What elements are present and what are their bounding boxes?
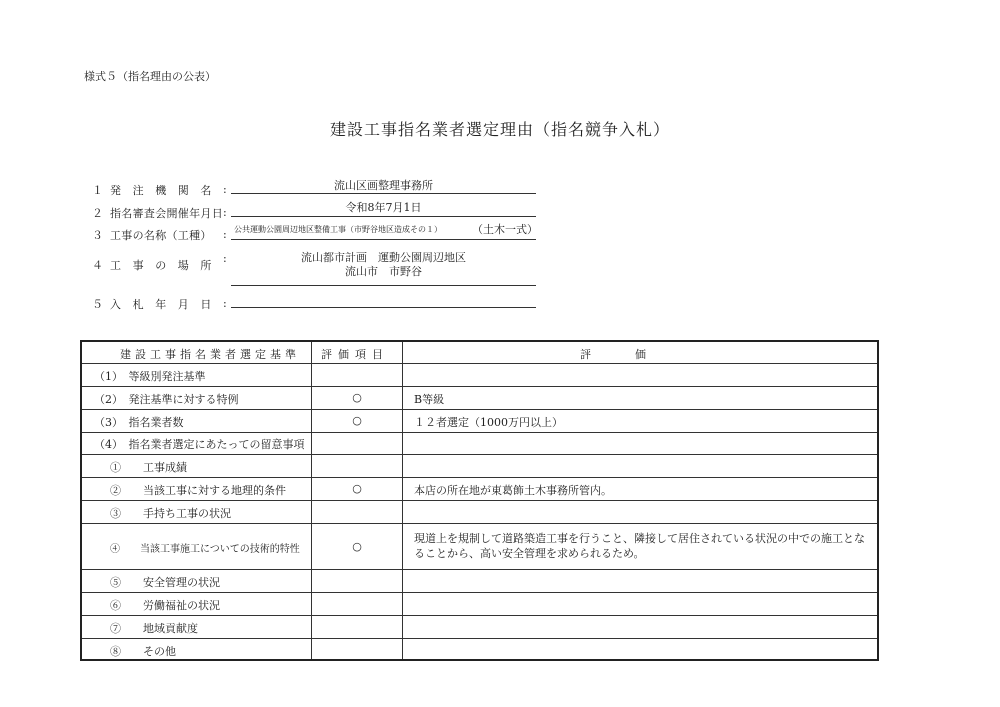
table-row-divider xyxy=(82,363,877,364)
criteria-cell: （4） 指名業者選定にあたっての留意事項 xyxy=(94,438,305,451)
field-5-label: 入 札 年 月 日 xyxy=(110,298,212,311)
field-1-label: 発 注 機 関 名 xyxy=(110,184,212,197)
field-4-label: 工 事 の 場 所 xyxy=(110,259,212,272)
table-row-divider xyxy=(82,432,877,433)
criteria-cell: ② 当該工事に対する地理的条件 xyxy=(110,484,286,497)
criteria-cell: ③ 手持ち工事の状況 xyxy=(110,507,231,520)
field-5-colon: : xyxy=(223,297,227,310)
header-evaluation: 評 価 xyxy=(580,348,646,361)
criteria-cell: ① 工事成績 xyxy=(110,461,187,474)
criteria-cell: （2） 発注基準に対する特例 xyxy=(94,393,239,406)
table-row-divider xyxy=(82,523,877,524)
table-row-divider xyxy=(82,386,877,387)
field-3-number: ３ xyxy=(92,229,104,242)
field-4-value-line2: 流山市 市野谷 xyxy=(345,265,422,278)
evaluation-text: B等級 xyxy=(414,393,445,406)
table-row-divider xyxy=(82,592,877,593)
evaluation-text: 現道上を規制して道路築造工事を行うこと、隣接して居住されている状況の中での施工となることから、高い安全管理を求められるため。 xyxy=(414,532,865,560)
field-3-value-suffix: （土木一式） xyxy=(472,223,538,236)
header-criteria: 建設工事指名業者選定基準 xyxy=(120,348,300,361)
table-row-divider xyxy=(82,638,877,639)
evaluation-mark: ○ xyxy=(352,482,362,495)
criteria-cell: ④ 当該工事施工についての技術的特性 xyxy=(110,544,300,555)
criteria-cell: ⑥ 労働福祉の状況 xyxy=(110,599,220,612)
field-3-underline xyxy=(231,239,536,240)
table-row-divider xyxy=(82,477,877,478)
field-1-colon: : xyxy=(223,183,227,196)
field-1-value: 流山区画整理事務所 xyxy=(334,179,433,192)
field-2-label: 指名審査会開催年月日 xyxy=(110,207,223,220)
document-title: 建設工事指名業者選定理由（指名競争入札） xyxy=(329,120,670,139)
criteria-cell: ⑧ その他 xyxy=(110,645,176,658)
field-5-number: ５ xyxy=(92,298,104,311)
table-row-divider xyxy=(82,569,877,570)
field-4-colon: : xyxy=(223,252,227,265)
field-4-value-line1: 流山都市計画 運動公園周辺地区 xyxy=(301,251,466,264)
field-2-number: ２ xyxy=(92,207,104,220)
field-2-value: 令和8年7月1日 xyxy=(345,201,422,214)
field-3-value: 公共運動公園周辺地区整備工事（市野谷地区造成その１） xyxy=(234,225,442,234)
evaluation-mark: ○ xyxy=(352,414,362,427)
evaluation-mark: ○ xyxy=(352,391,362,404)
field-5-underline xyxy=(231,307,536,308)
field-1-underline xyxy=(231,193,536,194)
evaluation-text: 本店の所在地が東葛飾土木事務所管内。 xyxy=(414,484,612,497)
criteria-cell: （1） 等級別発注基準 xyxy=(94,370,206,383)
form-id: 様式５（指名理由の公表） xyxy=(84,70,216,83)
table-row-divider xyxy=(82,615,877,616)
field-4-underline xyxy=(231,285,536,286)
header-evaluation-item: 評価項目 xyxy=(321,348,389,361)
criteria-cell: ⑤ 安全管理の状況 xyxy=(110,576,220,589)
table-row-divider xyxy=(82,409,877,410)
table-row-divider xyxy=(82,454,877,455)
criteria-cell: （3） 指名業者数 xyxy=(94,416,184,429)
field-2-colon: : xyxy=(223,206,227,219)
field-2-underline xyxy=(231,216,536,217)
field-4-number: ４ xyxy=(92,259,104,272)
table-row-divider xyxy=(82,500,877,501)
field-1-number: １ xyxy=(92,184,104,197)
criteria-cell: ⑦ 地域貢献度 xyxy=(110,622,198,635)
evaluation-text: １２者選定（1000万円以上） xyxy=(414,416,563,429)
evaluation-table xyxy=(80,340,879,661)
field-3-label: 工事の名称（工種） xyxy=(110,229,212,242)
evaluation-mark: ○ xyxy=(352,540,362,553)
field-3-colon: : xyxy=(223,228,227,241)
